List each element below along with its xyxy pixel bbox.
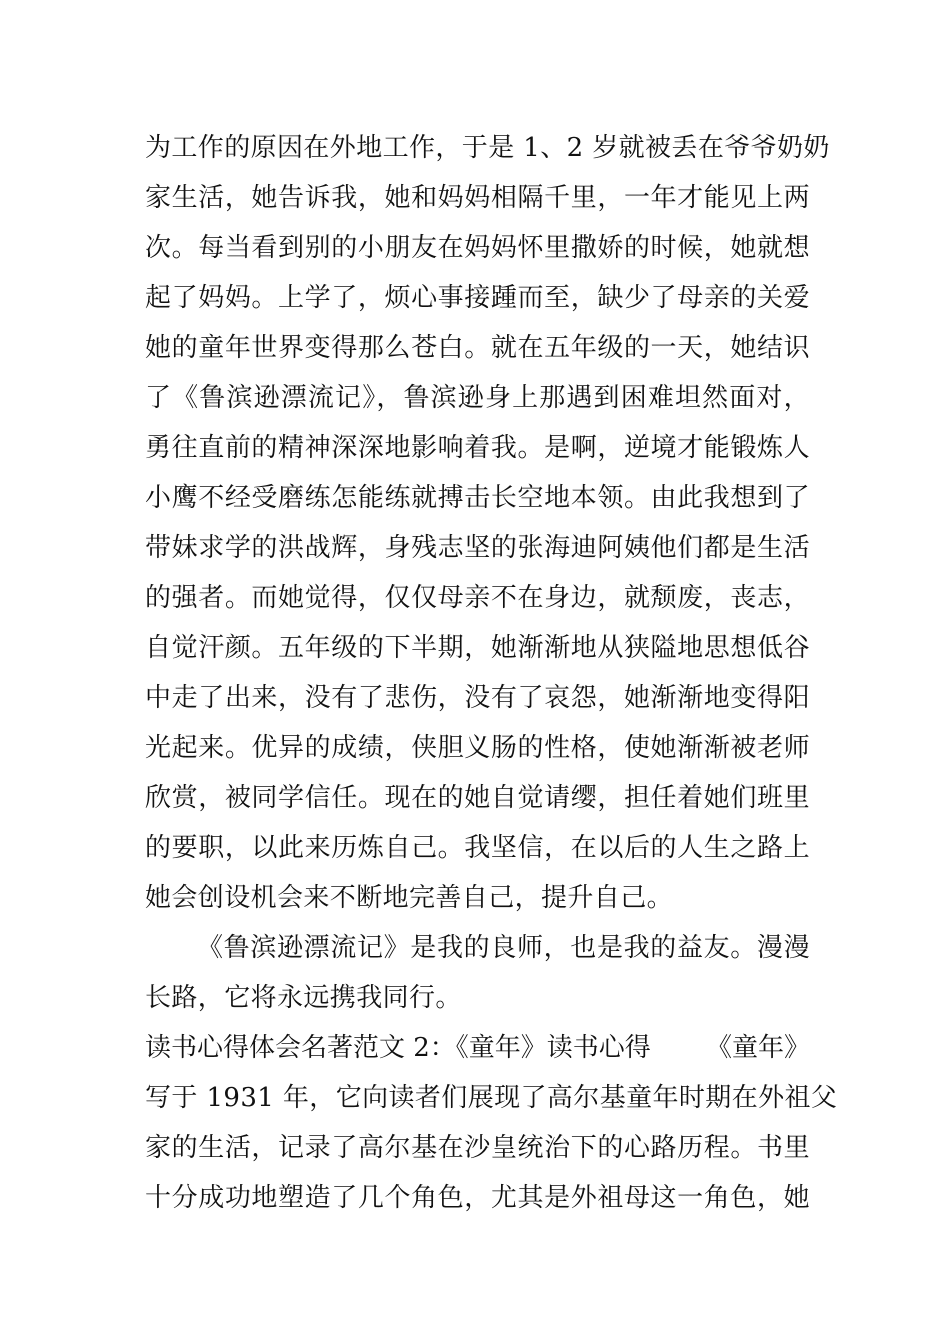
text-line: 光起来。优异的成绩，侠胆义肠的性格，使她渐渐被老师 (145, 733, 810, 763)
text-line: 的要职，以此来历炼自己。我坚信，在以后的人生之路上 (145, 833, 810, 863)
text-line: 自觉汗颜。五年级的下半期，她渐渐地从狭隘地思想低谷 (145, 633, 810, 663)
text-line: 家的生活，记录了高尔基在沙皇统治下的心路历程。书里 (145, 1133, 810, 1163)
text-line: 带妹求学的洪战辉，身残志坚的张海迪阿姨他们都是生活 (145, 533, 810, 563)
text-line: 欣赏，被同学信任。现在的她自觉请缨，担任着她们班里 (145, 783, 810, 813)
text-line: 长路，它将永远携我同行。 (145, 983, 462, 1013)
text-line: 她的童年世界变得那么苍白。就在五年级的一天，她结识 (145, 333, 810, 363)
text-line: 她会创设机会来不断地完善自己，提升自己。 (145, 883, 674, 913)
text-line: 写于 1931 年，它向读者们展现了高尔基童年时期在外祖父 (145, 1083, 838, 1113)
text-line: 的强者。而她觉得，仅仅母亲不在身边，就颓废，丧志， (145, 583, 810, 613)
text-line: 为工作的原因在外地工作，于是 1、2 岁就被丢在爷爷奶奶 (145, 133, 830, 163)
section-heading-tail: 《童年》 (705, 1033, 810, 1063)
section-heading-title: 读书心得体会名著范文 2：《童年》读书心得 (145, 1033, 651, 1063)
text-line: 小鹰不经受磨练怎能练就搏击长空地本领。由此我想到了 (145, 483, 810, 513)
text-line: 次。每当看到别的小朋友在妈妈怀里撒娇的时候，她就想 (145, 233, 810, 263)
text-line: 了《鲁滨逊漂流记》，鲁滨逊身上那遇到困难坦然面对， (145, 383, 810, 413)
text-line: 起了妈妈。上学了，烦心事接踵而至，缺少了母亲的关爱 (145, 283, 810, 313)
section-heading (145, 1028, 810, 1068)
text-line: 《鲁滨逊漂流记》是我的良师，也是我的益友。漫漫 (197, 933, 810, 963)
text-line: 中走了出来，没有了悲伤，没有了哀怨，她渐渐地变得阳 (145, 683, 810, 713)
text-line: 十分成功地塑造了几个角色，尤其是外祖母这一角色，她 (145, 1183, 810, 1213)
text-line: 家生活，她告诉我，她和妈妈相隔千里，一年才能见上两 (145, 183, 810, 213)
text-line: 勇往直前的精神深深地影响着我。是啊，逆境才能锻炼人 (145, 433, 810, 463)
